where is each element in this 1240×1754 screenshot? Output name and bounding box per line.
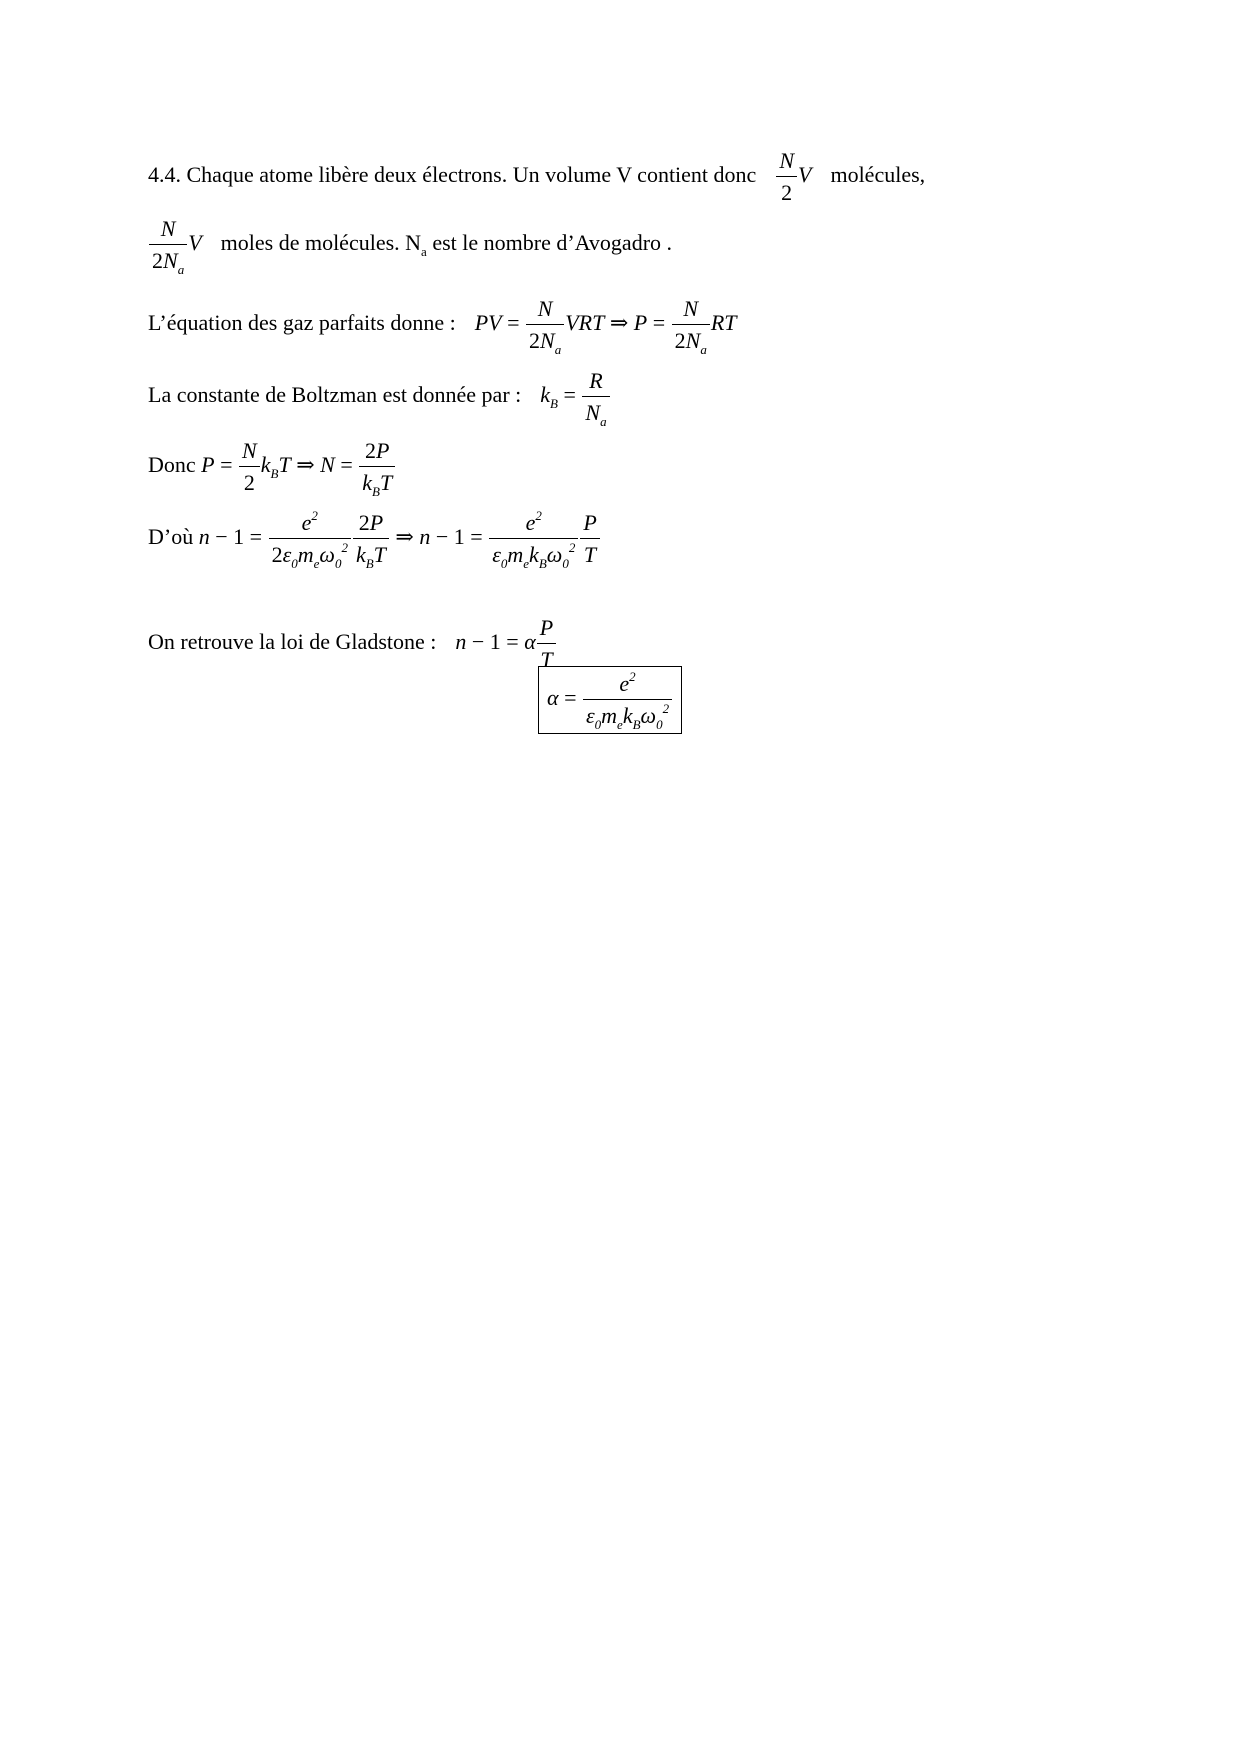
line-6: D’où n − 1 = $\frac{e^2}{2\varepsilon_0m_e\omega_0^2}$ $\frac{2P}{k_BT}$ ⇒ n − 1 = $\frac{e^2}{\varepsilon_0m_ek_B\omega_0^2}$ $\frac{P}{T}$ [148,512,601,566]
fraction-p-over-t-b: $\frac{P}{T}$ [537,617,556,671]
line-2: $\frac{N}{2N_a}$ V moles de molécules. $N_a$ est le nombre d’Avogadro . [148,218,672,272]
fraction-alpha: $\frac{e^2}{\varepsilon_0m_ek_B\omega_0^2}$ [583,673,672,727]
line-1: 4.4. Chaque atome libère deux électrons. Un volume V contient donc $\frac{N}{2}$ V molécules, [148,148,926,205]
boxed-result: α = $\frac{e^2}{\varepsilon_0m_ek_B\omega_0^2}$ [538,666,682,734]
fraction-n-over-2-b: $\frac{N}{2}$ [239,440,260,494]
line-7: On retrouve la loi de Gladstone : n − 1 = α $\frac{P}{T}$ [148,617,557,671]
fraction-p-over-t: $\frac{P}{T}$ [580,512,599,566]
fraction-e2-over-2eps: $\frac{e^2}{2\varepsilon_0m_e\omega_0^2}$ [269,512,351,566]
line-5-text: Donc [148,452,196,478]
line-2-text: moles de molécules. N [220,230,422,256]
line-5: Donc P = $\frac{N}{2}$ $k_BT$ ⇒ N = $\frac{2P}{k_BT}$ [148,440,396,494]
line-7-text: On retrouve la loi de Gladstone : [148,629,437,655]
line-4: La constante de Boltzman est donnée par : $k_B$ = $\frac{R}{N_a}$ [148,370,611,424]
fraction-e2-over-eps-kb: $\frac{e^2}{\varepsilon_0m_ek_B\omega_0^2}$ [489,512,578,566]
fraction-ideal-gas-2: $\frac{N}{2N_a}$ [672,298,710,352]
fraction-2p-over-kbt: $\frac{2P}{k_BT}$ [359,440,395,494]
line-1-text: 4.4. Chaque atome libère deux électrons. Un volume V contient donc [148,162,757,188]
line-3-text: L’équation des gaz parfaits donne : [148,310,456,336]
line-1-tail: molécules, [830,162,926,188]
fraction-2p-over-kbt-b: $\frac{2P}{k_BT}$ [353,512,389,566]
line-2-tail: est le nombre d’Avogadro . [426,230,673,256]
line-6-text: D’où [148,524,194,550]
fraction-n-over-2na: $\frac{N}{2N_a}$ [149,218,187,272]
line-3: L’équation des gaz parfaits donne : PV = $\frac{N}{2N_a}$ VRT ⇒ P = $\frac{N}{2N_a}$ RT [148,296,737,357]
na-subscript: a [421,244,427,260]
line-4-text: La constante de Boltzman est donnée par : [148,382,522,408]
fraction-boltzmann: $\frac{R}{N_a}$ [582,370,609,424]
fraction-ideal-gas-1: $\frac{N}{2N_a}$ [526,298,564,352]
fraction-n-over-2: $\frac{N}{2}$ [776,150,797,204]
